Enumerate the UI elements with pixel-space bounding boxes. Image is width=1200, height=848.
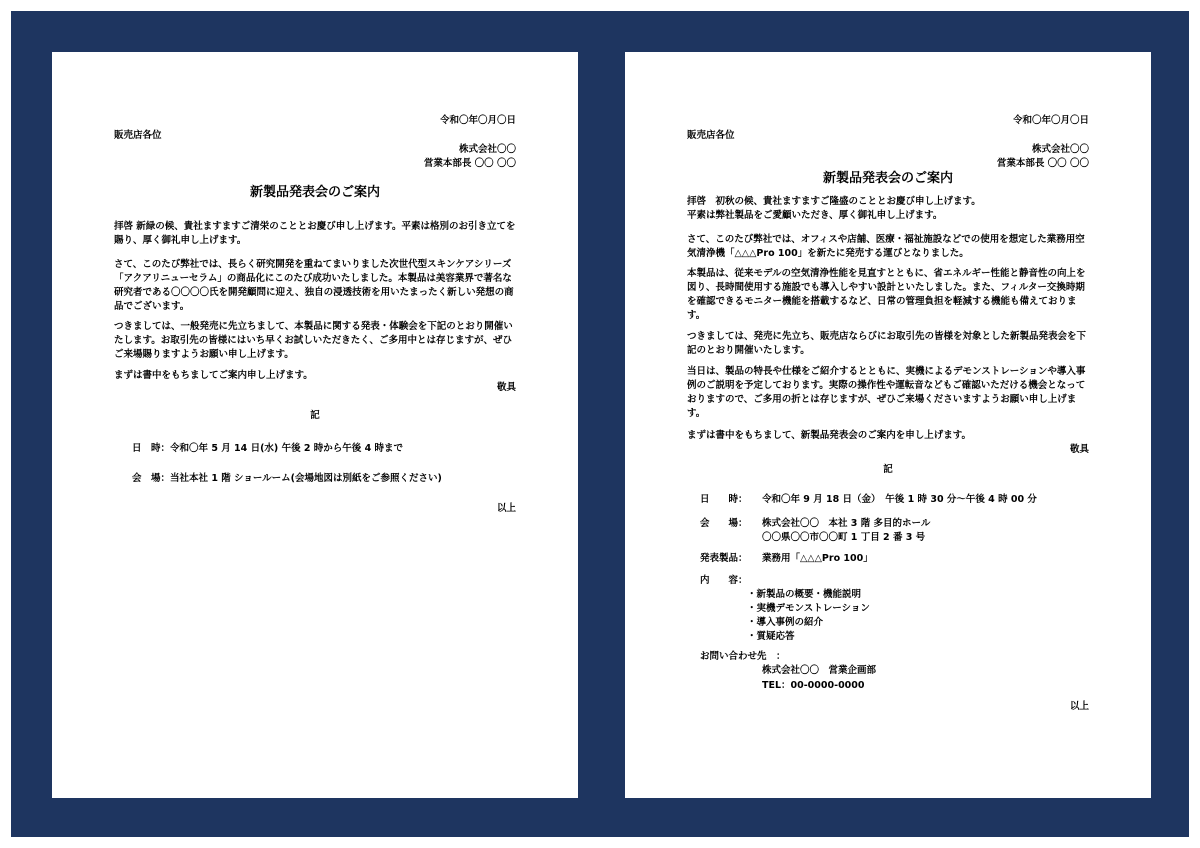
content-label: 内 容：	[700, 575, 748, 586]
paragraph: つきましては、一般発売に先立ちまして、本製品に関する発表・体験会を下記のとおり開催いたします。お取引先の皆様にはいち早くお試しいただきたく、ご多用中とは存じますが、ぜひご来場賜りますようお願い申し上げます。	[114, 321, 513, 360]
datetime-label: 日 時：	[132, 443, 171, 454]
paragraph: 当日は、製品の特長や仕様をご紹介するとともに、実機によるデモンストレーションや導入事例のご説明を予定しております。実際の操作性や運転音などもご確認いただける機会となっておりますので、ご多用の折とは存じますが、ぜひご来場くださいますようお願い申し上げます。	[687, 366, 1086, 419]
closing-keigu: 敬具	[1069, 444, 1089, 455]
list-item: ・ 質疑応答	[747, 630, 870, 644]
list-item: ・ 実機デモンストレーション	[747, 602, 870, 616]
product-value: 業務用「△△△Pro 100」	[762, 553, 873, 564]
paragraph: 本製品は、従来モデルの空気清浄性能を見直すとともに、省エネルギー性能と静音性の向上を図り、長時間使用する施設でも導入しやすい設計といたしました。また、フィルター交換時期を確認できるモニター機能を搭載するなど、日常の管理負担を軽減する機能も備えております。	[687, 268, 1086, 321]
datetime-label: 日 時：	[700, 494, 748, 505]
letter-page-right	[625, 52, 1151, 798]
sender-company: 株式会社〇〇	[458, 144, 516, 155]
end-ijou: 以上	[1069, 701, 1089, 712]
letter-date: 令和〇年〇月〇日	[439, 115, 516, 126]
venue-row	[132, 472, 442, 486]
venue-row	[700, 517, 930, 531]
list-item: ・ 導入事例の紹介	[747, 616, 870, 630]
contact-label: お問い合わせ先 ：	[700, 651, 786, 662]
contact-phone: TEL：00-0000-0000	[762, 680, 865, 691]
venue-label: 会 場：	[700, 518, 748, 529]
paragraph: さて、このたび弊社では、オフィスや店舗、医療・福祉施設などでの使用を想定した業務用空気清浄機「△△△Pro 100」を新たに発売する運びとなりました。	[687, 234, 1085, 259]
content-list	[747, 588, 870, 644]
datetime-value: 令和〇年 5 月 14 日(水) 午後 2 時から午後 4 時まで	[170, 443, 404, 454]
letter-date: 令和〇年〇月〇日	[1012, 115, 1089, 126]
paragraph: 平素は弊社製品をご愛顧いただき、厚く御礼申し上げます。	[687, 210, 943, 221]
datetime-value: 令和〇年 9 月 18 日（金） 午後 1 時 30 分～午後 4 時 00 分	[762, 494, 1037, 505]
letter-title: 新製品発表会のご案内	[249, 185, 380, 200]
end-ijou: 以上	[496, 503, 516, 514]
letter-title: 新製品発表会のご案内	[822, 171, 953, 186]
sender-company: 株式会社〇〇	[1031, 144, 1089, 155]
ki-marker: 記	[310, 410, 320, 421]
paragraph: さて、このたび弊社では、長らく研究開発を重ねてまいりました次世代型スキンケアシリーズ「アクアリニューセラム」の商品化にこのたび成功いたしました。本製品は美容業界で著名な研究者である〇〇〇〇氏を開発顧問に迎え、独自の浸透技術を用いたまったく新しい発想の商品でございます。	[114, 259, 514, 312]
paragraph: まずは書中をもちまして、新製品発表会のご案内を申し上げます。	[687, 430, 972, 441]
sender-person: 営業本部長 〇〇 〇〇	[423, 158, 516, 169]
paragraph: まずは書中をもちましてご案内申し上げます。	[114, 370, 313, 381]
product-label: 発表製品：	[700, 553, 748, 564]
paragraph: 拝啓 新緑の候、貴社ますますご清栄のこととお慶び申し上げます。平素は格別のお引き立てを賜り、厚く御礼申し上げます。	[114, 221, 516, 246]
venue-value: 当社本社 1 階 ショールーム(会場地図は別紙をご参照ください)	[170, 473, 442, 484]
product-row	[700, 552, 873, 566]
recipient: 販売店各位	[687, 130, 735, 141]
venue-line-2: 〇〇県〇〇市〇〇町 1 丁目 2 番 3 号	[762, 532, 926, 543]
contact-company: 株式会社〇〇 営業企画部	[762, 665, 877, 676]
ki-marker: 記	[883, 464, 893, 475]
datetime-row	[132, 442, 403, 456]
paragraph: つきましては、発売に先立ち、販売店ならびにお取引先の皆様を対象とした新製品発表会を下記のとおり開催いたします。	[687, 331, 1087, 356]
recipient: 販売店各位	[114, 130, 162, 141]
list-item: ・ 新製品の概要・機能説明	[747, 588, 870, 602]
paragraph: 拝啓 初秋の候、貴社ますますご隆盛のこととお慶び申し上げます。	[687, 196, 981, 207]
venue-label: 会 場：	[132, 473, 171, 484]
letter-page-left	[52, 52, 578, 798]
datetime-row	[700, 493, 1037, 507]
sender-person: 営業本部長 〇〇 〇〇	[996, 158, 1089, 169]
venue-line-1: 株式会社〇〇 本社 3 階 多目的ホール	[762, 518, 931, 529]
closing-keigu: 敬具	[496, 382, 516, 393]
